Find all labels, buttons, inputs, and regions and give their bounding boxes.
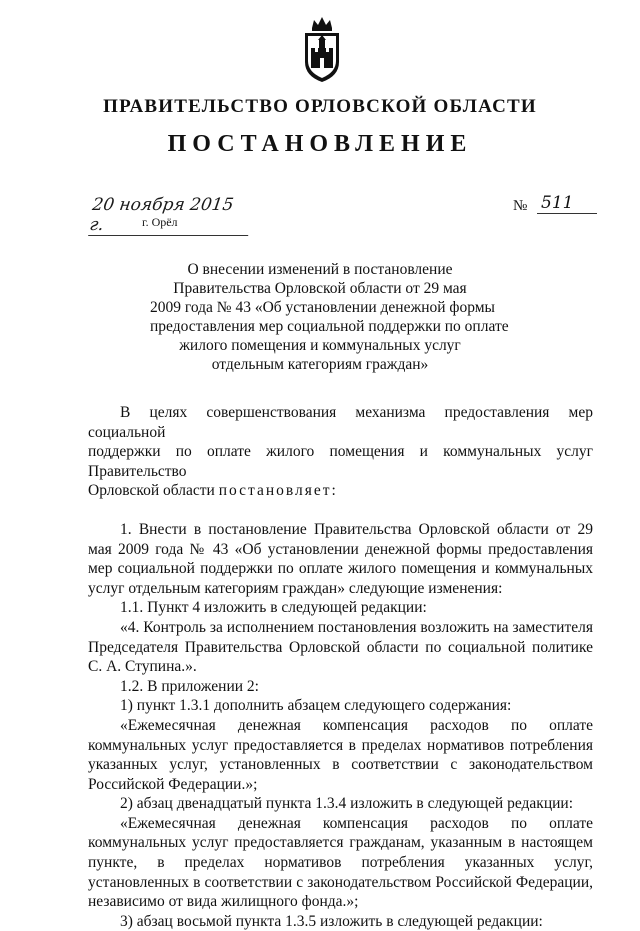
document-number-label: № — [513, 198, 528, 214]
subitem-1-text: «Ежемесячная денежная компенсация расходов по оплате коммунальных услуг предоставляется в пределах нормативов потребления указанных услуг, установленных в соответствии с законодательством Российской Федерации.»; — [88, 716, 593, 793]
title-line: жилого помещения и коммунальных услуг — [179, 337, 461, 354]
title-line: 2009 года № 43 «Об установлении денежной формы — [150, 299, 495, 316]
resolves-word: постановляет: — [218, 482, 338, 500]
document-type-heading: ПОСТАНОВЛЕНИЕ — [167, 131, 473, 157]
title-line: предоставления мер социальной поддержки по оплате — [150, 318, 509, 335]
title-line: О внесении изменений в постановление — [187, 261, 453, 278]
intro-line-3-start: Орловской области — [88, 482, 215, 500]
intro-line-3 — [88, 481, 593, 501]
coat-of-arms-emblem — [302, 14, 342, 84]
subitem-2-text: «Ежемесячная денежная компенсация расходов по оплате коммунальных услуг предоставляется гражданам, указанным в настоящем пункте, в пределах нормативов потребления указанных услуг, установленных в соответствии с законодательством Российской Федерации, независимо от вида жилищного фонда.»; — [88, 814, 593, 911]
subitem-1: 1) пункт 1.3.1 дополнить абзацем следующего содержания: — [120, 697, 512, 715]
government-name-heading: ПРАВИТЕЛЬСТВО ОРЛОВСКОЙ ОБЛАСТИ — [103, 96, 537, 117]
intro-line-1: В целях совершенствования механизма предоставления мер социальной — [88, 404, 593, 441]
document-city: г. Орёл — [142, 215, 178, 229]
title-line: отдельным категориям граждан» — [211, 356, 429, 373]
document-body — [88, 403, 593, 931]
item-1-1-text: «4. Контроль за исполнением постановления возложить на заместителя Председателя Правительства Орловской области по социальной политике С. А. Ступина.». — [88, 618, 593, 676]
item-1-1: 1.1. Пункт 4 изложить в следующей редакции: — [120, 599, 427, 617]
document-number: 511 — [537, 193, 597, 214]
subitem-2: 2) абзац двенадцатый пункта 1.3.4 изложить в следующей редакции: — [120, 795, 574, 813]
subitem-3: 3) абзац восьмой пункта 1.3.5 изложить в следующей редакции: — [120, 912, 543, 930]
intro-line-2: поддержки по оплате жилого помещения и коммунальных услуг Правительство — [88, 443, 593, 480]
document-title — [150, 260, 509, 374]
document-date: 20 ноября 2015 г. — [88, 195, 254, 236]
item-1-2: 1.2. В приложении 2: — [120, 677, 259, 695]
title-line: Правительства Орловской области от 29 мая — [173, 280, 467, 297]
item-1: 1. Внести в постановление Правительства Орловской области от 29 мая 2009 года № 43 «Об установлении денежной формы предоставления мер социальной поддержки по оплате жилого помещения и коммунальных услуг отдельным категориям граждан» следующие изменения: — [88, 520, 593, 597]
paragraph-gap — [88, 501, 593, 520]
